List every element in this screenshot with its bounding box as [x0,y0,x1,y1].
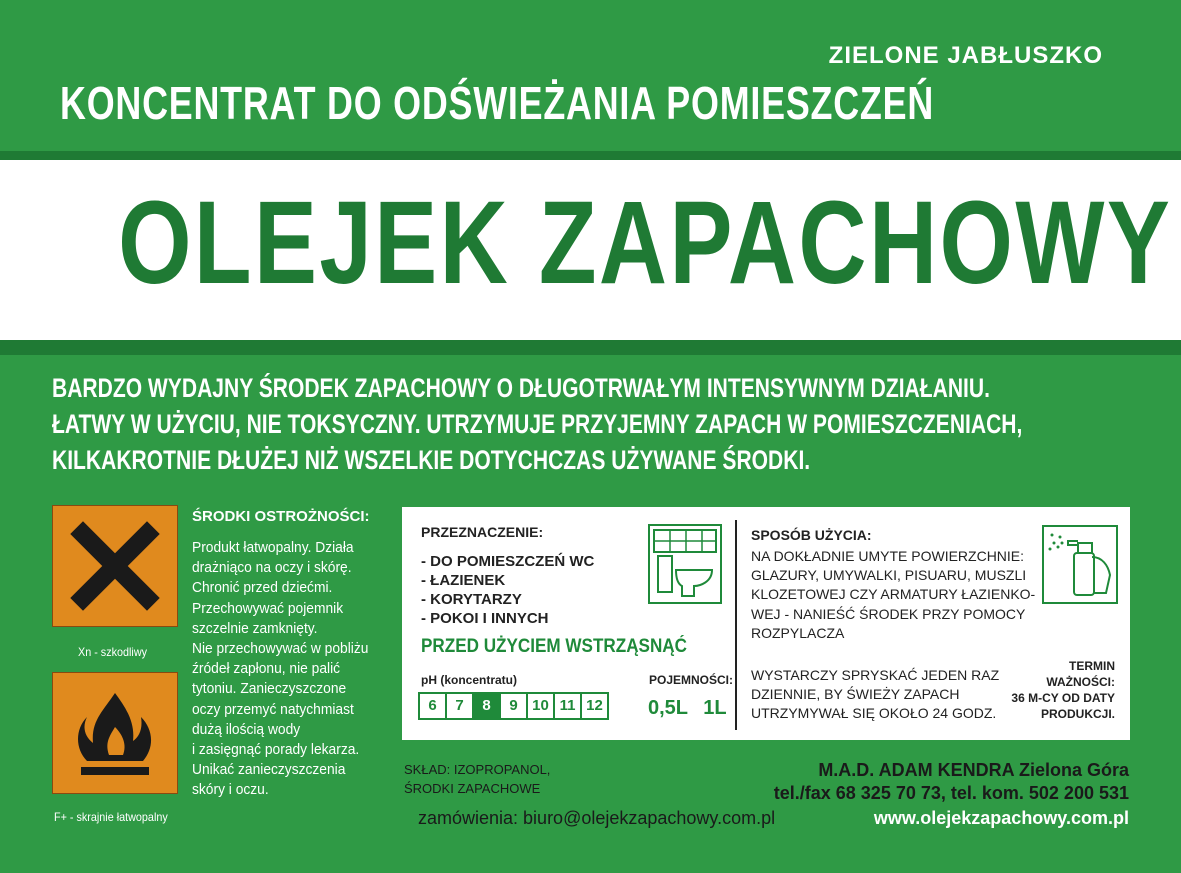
expiry-note: TERMIN WAŻNOŚCI: 36 M-CY OD DATY PRODUKCJI. [1011,659,1115,721]
purpose-item: - ŁAZIENEK [421,572,506,589]
ph-cell: 10 [528,694,555,718]
spray-icon [1042,525,1118,604]
ph-scale [418,692,609,720]
purpose-item: - POKOI I INNYCH [421,610,549,627]
ph-cell-selected: 8 [474,694,501,718]
order-email-link[interactable]: zamówienia: biuro@olejekzapachowy.com.pl [418,808,776,828]
purpose-list [421,552,594,628]
description-line: BARDZO WYDAJNY ŚRODEK ZAPACHOWY O DŁUGOTRWAŁYM INTENSYWNYM DZIAŁANIU. [52,373,990,403]
description-line: ŁATWY W UŻYCIU, NIE TOKSYCZNY. UTRZYMUJE PRZYJEMNY ZAPACH W POMIESZCZENIACH, [52,409,1023,439]
composition: SKŁAD: IZOPROPANOL, ŚRODKI ZAPACHOWE [404,762,551,796]
phone-numbers: tel./fax 68 325 70 73, tel. kom. 502 200 531 [773,783,1129,803]
precautions-text: Produkt łatwopalny. Działa drażniąco na oczy i skórę. Chronić przed dziećmi. Przechowywać pojemnik szczelnie zamknięty. Nie przechowywać w pobliżu źródeł zapłonu, nie palić tytoniu. Zanieczyszczone oczy przemyć natychmiast dużą ilością wody i zasięgnąć porady lekarza. Unikać zanieczyszczenia skóry i oczu. [192,539,369,799]
product-title: OLEJEK ZAPACHOWY [118,177,1173,309]
harmful-x-icon [52,505,178,627]
product-description [52,370,1022,478]
band-top-stripe [0,151,1181,160]
flammable-label: F+ - skrajnie łatwopalny [54,810,168,824]
band-bottom-stripe [0,340,1181,355]
ph-cell: 11 [555,694,582,718]
website-link[interactable]: www.olejekzapachowy.com.pl [873,808,1129,828]
ph-cell: 9 [501,694,528,718]
purpose-item: - KORYTARZY [421,591,522,608]
description-line: KILKAKROTNIE DŁUŻEJ NIŻ WSZELKIE DOTYCHCZAS UŻYWANE ŚRODKI. [52,445,811,475]
variant-subtitle: ZIELONE JABŁUSZKO [828,42,1103,69]
shake-before-use-note: PRZED UŻYCIEM WSTRZĄSNĄĆ [421,636,688,657]
purpose-title: PRZEZNACZENIE: [421,524,544,540]
ph-cell: 12 [586,697,603,714]
company-name: M.A.D. ADAM KENDRA Zielona Góra [818,760,1129,780]
flame-icon [52,672,178,794]
panel-divider [735,520,737,730]
usage-instructions: NA DOKŁADNIE UMYTE POWIERZCHNIE: GLAZURY, UMYWALKI, PISUARU, MUSZLI KLOZETOWEJ CZY ARMATURY ŁAZIENKO- WEJ - NANIEŚĆ ŚRODEK PRZY POMOCY ROZPYLACZA [751,548,1036,641]
capacity-values: 0,5L 1L [648,697,727,719]
usage-title: SPOSÓB UŻYCIA: [751,527,872,543]
toilet-icon [648,524,722,604]
harmful-label: Xn - szkodliwy [78,645,148,659]
ph-cell: 7 [447,694,474,718]
purpose-item: - DO POMIESZCZEŃ WC [421,553,595,570]
precautions-title: ŚRODKI OSTROŻNOŚCI: [192,508,370,525]
headline: KONCENTRAT DO ODŚWIEŻANIA POMIESZCZEŃ [60,77,935,129]
usage-frequency: WYSTARCZY SPRYSKAĆ JEDEN RAZ DZIENNIE, BY ŚWIEŻY ZAPACH UTRZYMYWAŁ SIĘ OKOŁO 24 GODZ. [751,667,1000,722]
ph-cell: 6 [420,694,447,718]
capacity-label: POJEMNOŚCI: [649,673,734,687]
ph-label: pH (koncentratu) [421,673,517,687]
